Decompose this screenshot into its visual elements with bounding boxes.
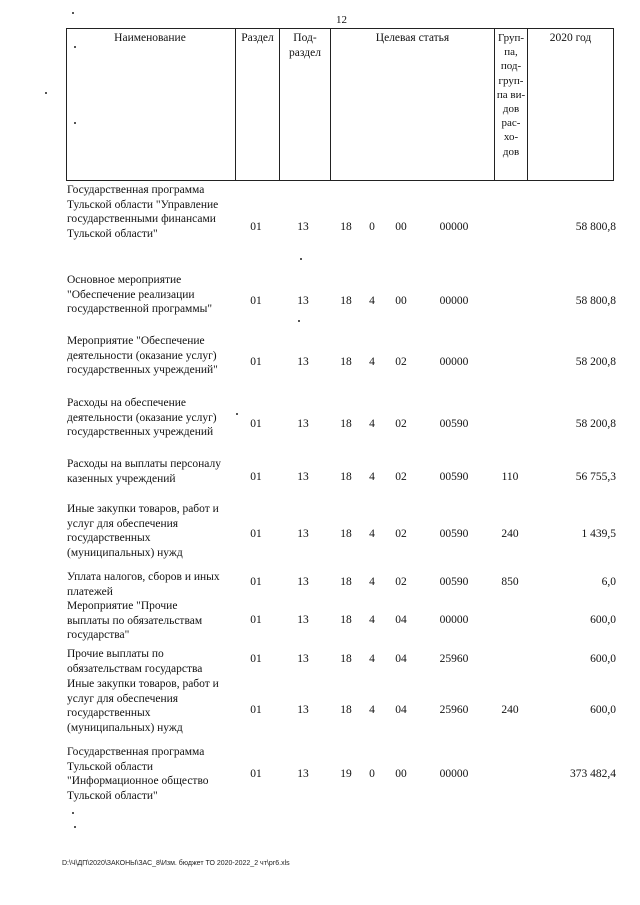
row-name-line: казенных учреждений	[67, 472, 176, 485]
row-group: 240	[501, 704, 519, 716]
row-target-code: 00590	[439, 418, 469, 430]
row-target-event: 02	[395, 356, 407, 368]
row-name-line: Мероприятие "Обеспечение	[67, 335, 205, 347]
row-razdel: 01	[250, 221, 262, 233]
row-amount: 373 482,4	[570, 768, 616, 780]
row-razdel: 01	[250, 528, 262, 540]
row-name	[67, 570, 237, 599]
row-razdel: 01	[250, 704, 262, 716]
header-razdel: Раздел	[241, 32, 274, 44]
row-group: 850	[501, 576, 519, 588]
row-name-line: Уплата налогов, сборов и иных	[67, 571, 220, 583]
row-target-type: 4	[369, 295, 375, 307]
row-name-line: государственных учреждений	[67, 426, 214, 438]
scan-speck	[300, 258, 302, 260]
row-name-line: государственной программы"	[67, 303, 213, 315]
row-name-line: услуг для обеспечения	[67, 692, 179, 705]
row-razdel: 01	[250, 418, 262, 430]
header-divider	[330, 28, 331, 181]
header-target: Целевая статья	[375, 32, 450, 44]
row-name-line: Тульской области"	[67, 227, 158, 240]
row-name-line: Государственная программа	[67, 184, 205, 196]
row-target-type: 4	[369, 418, 375, 430]
row-razdel: 01	[250, 295, 262, 307]
page-number: 12	[336, 14, 347, 26]
row-amount: 600,0	[590, 614, 616, 626]
row-name-line: деятельности (оказание услуг)	[67, 411, 217, 424]
header-group-line: груп-	[498, 74, 524, 87]
row-name-line: Тульской области	[67, 760, 154, 773]
row-name-line: Мероприятие "Прочие	[67, 600, 178, 612]
row-name-line: "Обеспечение реализации	[67, 288, 195, 301]
row-name-line: Государственная программа	[67, 746, 205, 758]
row-name	[67, 599, 237, 643]
scan-speck	[74, 122, 76, 124]
row-razdel: 01	[250, 576, 262, 588]
row-razdel: 01	[250, 768, 262, 780]
row-podrazdel: 13	[297, 653, 309, 665]
row-target-program: 18	[340, 576, 352, 588]
header-group-line: дов	[502, 103, 520, 116]
scan-speck	[72, 812, 74, 814]
row-target-type: 4	[369, 704, 375, 716]
row-name	[67, 745, 237, 803]
header-podrazdel	[280, 31, 330, 60]
row-name-line: Основное мероприятие	[67, 274, 182, 286]
row-podrazdel: 13	[297, 704, 309, 716]
row-target-code: 00000	[439, 295, 469, 307]
row-name	[67, 457, 237, 486]
row-name-line: государственных	[67, 707, 151, 719]
row-name-line: (муниципальных) нужд	[67, 546, 183, 559]
row-podrazdel: 13	[297, 768, 309, 780]
row-target-type: 4	[369, 528, 375, 540]
row-podrazdel: 13	[297, 528, 309, 540]
row-target-event: 02	[395, 418, 407, 430]
row-target-program: 18	[340, 653, 352, 665]
row-podrazdel: 13	[297, 471, 309, 483]
row-target-type: 4	[369, 356, 375, 368]
row-name	[67, 396, 237, 440]
row-name	[67, 647, 237, 676]
row-target-code: 00000	[439, 614, 469, 626]
row-razdel: 01	[250, 471, 262, 483]
row-target-code: 00590	[439, 576, 469, 588]
row-name	[67, 502, 237, 560]
header-top-border	[66, 28, 614, 29]
row-target-program: 18	[340, 418, 352, 430]
row-name-line: государственных	[67, 532, 151, 544]
row-target-code: 00000	[439, 356, 469, 368]
row-target-code: 25960	[439, 653, 469, 665]
header-group-line: Груп-	[497, 32, 525, 44]
row-amount: 58 200,8	[575, 356, 616, 368]
row-target-event: 04	[395, 704, 407, 716]
row-target-program: 18	[340, 356, 352, 368]
row-name-line: государственных учреждений"	[67, 364, 218, 376]
row-podrazdel: 13	[297, 576, 309, 588]
scan-speck	[45, 92, 47, 94]
row-group: 110	[501, 471, 519, 483]
row-target-event: 02	[395, 576, 407, 588]
header-year: 2020 год	[549, 32, 592, 44]
row-razdel: 01	[250, 614, 262, 626]
row-podrazdel: 13	[297, 221, 309, 233]
row-target-code: 00000	[439, 221, 469, 233]
row-target-code: 00590	[439, 471, 469, 483]
row-name-line: (муниципальных) нужд	[67, 721, 183, 734]
header-group-line: па ви-	[496, 88, 526, 101]
row-target-code: 00590	[439, 528, 469, 540]
row-amount: 6,0	[601, 576, 616, 588]
row-name-line: выплаты по обязательствам	[67, 614, 203, 627]
row-target-program: 18	[340, 471, 352, 483]
row-name-line: государства"	[67, 629, 130, 641]
header-group-line: под-	[500, 60, 522, 73]
scan-speck	[298, 320, 300, 322]
row-amount: 56 755,3	[575, 471, 616, 483]
row-name-line: Тульской области "Управление	[67, 198, 219, 211]
header-podrazdel-line: Под-	[293, 32, 317, 44]
scan-speck	[74, 46, 76, 48]
row-razdel: 01	[250, 653, 262, 665]
row-amount: 1 439,5	[581, 528, 616, 540]
row-target-event: 00	[395, 221, 407, 233]
row-amount: 58 800,8	[575, 295, 616, 307]
scan-speck	[74, 826, 76, 828]
row-name-line: Иные закупки товаров, работ и	[67, 503, 219, 515]
row-target-program: 18	[340, 704, 352, 716]
header-divider	[527, 28, 528, 181]
file-path-footer: D:\Ч\ДП\2020\ЗАКОНЫ\ЗАС_8\Изм. бюджет ТО 2020-2022_2 чт\рг6.xls	[62, 860, 290, 867]
row-amount: 600,0	[590, 653, 616, 665]
row-name-line: обязательствам государства	[67, 662, 203, 675]
row-target-code: 25960	[439, 704, 469, 716]
row-name	[67, 183, 237, 241]
row-target-event: 04	[395, 614, 407, 626]
row-target-event: 00	[395, 295, 407, 307]
header-group-line: па,	[504, 46, 518, 59]
row-target-type: 0	[369, 768, 375, 780]
row-target-type: 4	[369, 576, 375, 588]
scan-speck	[236, 413, 238, 415]
row-podrazdel: 13	[297, 614, 309, 626]
row-target-program: 18	[340, 295, 352, 307]
row-podrazdel: 13	[297, 356, 309, 368]
row-amount: 58 200,8	[575, 418, 616, 430]
row-name-line: Тульской области"	[67, 789, 158, 802]
header-group	[495, 31, 527, 159]
row-name	[67, 273, 237, 317]
row-name-line: Прочие выплаты по	[67, 648, 164, 660]
header-divider	[613, 28, 614, 181]
header-group-line: хо-	[503, 131, 519, 144]
row-target-code: 00000	[439, 768, 469, 780]
row-target-type: 4	[369, 653, 375, 665]
row-amount: 58 800,8	[575, 221, 616, 233]
row-podrazdel: 13	[297, 418, 309, 430]
row-name-line: "Информационное общество	[67, 775, 209, 787]
row-name-line: платежей	[67, 585, 113, 598]
header-name: Наименование	[114, 32, 186, 44]
row-razdel: 01	[250, 356, 262, 368]
row-target-event: 02	[395, 528, 407, 540]
row-target-program: 18	[340, 614, 352, 626]
row-name	[67, 334, 237, 378]
row-target-event: 04	[395, 653, 407, 665]
row-target-type: 4	[369, 614, 375, 626]
row-name-line: Расходы на выплаты персоналу	[67, 458, 221, 470]
header-group-line: рас-	[501, 117, 521, 130]
header-bottom-border	[66, 180, 614, 181]
row-podrazdel: 13	[297, 295, 309, 307]
row-target-type: 0	[369, 221, 375, 233]
header-group-line: дов	[502, 145, 520, 158]
row-name-line: услуг для обеспечения	[67, 517, 179, 530]
header-divider	[235, 28, 236, 181]
row-target-program: 18	[340, 528, 352, 540]
row-target-program: 19	[340, 768, 352, 780]
row-group: 240	[501, 528, 519, 540]
row-target-type: 4	[369, 471, 375, 483]
header-podrazdel-line: раздел	[289, 46, 321, 59]
scan-speck	[72, 12, 74, 14]
row-target-event: 02	[395, 471, 407, 483]
row-target-program: 18	[340, 221, 352, 233]
header-divider	[66, 28, 67, 181]
row-name-line: Иные закупки товаров, работ и	[67, 678, 219, 690]
row-name-line: Расходы на обеспечение	[67, 397, 186, 409]
row-name	[67, 677, 237, 735]
row-name-line: деятельности (оказание услуг)	[67, 349, 217, 362]
row-amount: 600,0	[590, 704, 616, 716]
row-name-line: государственными финансами	[67, 213, 216, 225]
row-target-event: 00	[395, 768, 407, 780]
